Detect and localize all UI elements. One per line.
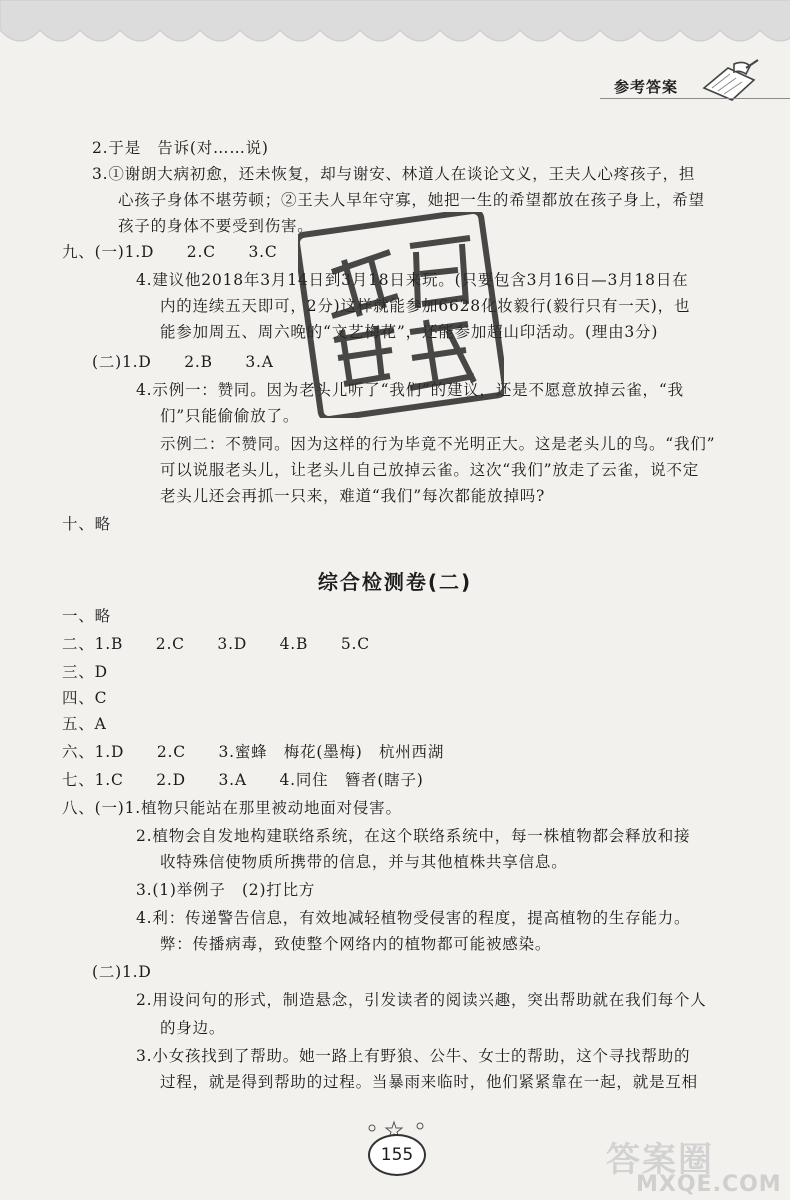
answer-line: 一、略 [62,607,111,625]
answer-line: 老头儿还会再抓一只来，难道“我们”每次都能放掉吗? [160,487,546,505]
answer-line: 收特殊信使物质所携带的信息，并与其他植株共享信息。 [160,853,568,871]
answer-line: 4.建议他2018年3月14日到3月18日来玩。(只要包含3月16日—3月18日在 [136,271,689,289]
answer-line: 们”只能偷偷放了。 [160,407,300,425]
page-number-badge [350,1120,440,1180]
answer-line: 能参加周五、周六晚的“文艺梅花”，还能参加超山印活动。(理由3分) [160,323,659,341]
header-label: 参考答案 [614,78,679,96]
answer-line: 4.示例一：赞同。因为老头儿听了“我们”的建议，还是不愿意放掉云雀，“我 [136,381,684,399]
answer-line: 示例二：不赞同。因为这样的行为毕竟不光明正大。这是老头儿的鸟。“我们” [160,435,716,453]
answer-line: 二、1.B 2.C 3.D 4.B 5.C [62,635,370,653]
answer-line: 八、(一)1.植物只能站在那里被动地面对侵害。 [62,799,402,817]
answer-line: (二)1.D 2.B 3.A [92,353,274,371]
page-number: 155 [368,1134,426,1176]
answer-line: 2.于是 告诉(对……说) [92,139,269,157]
section-title: 综合检测卷(二) [317,570,473,594]
answer-line: 三、D [62,663,108,681]
answer-line: 3.(1)举例子 (2)打比方 [136,881,316,899]
watermark-url: MXQE.COM [636,1172,782,1197]
answer-line: 可以说服老头儿，让老头儿自己放掉云雀。这次“我们”放走了云雀，说不定 [160,461,700,479]
answer-line: 六、1.D 2.C 3.蜜蜂 梅花(墨梅) 杭州西湖 [62,743,445,761]
answer-line: 七、1.C 2.D 3.A 4.同住 簪者(瞎子) [62,771,424,789]
answer-line: 内的连续五天即可，2分)这样就能参加6628化妆毅行(毅行只有一天)，也 [160,297,691,315]
answer-line: 孩子的身体不要受到伤害。 [118,217,314,235]
answer-line: 九、(一)1.D 2.C 3.C [62,243,278,261]
answer-line: 3.①谢朗大病初愈，还未恢复，却与谢安、林道人在谈论文义，王夫人心疼孩子，担 [92,165,696,183]
answer-line: 心孩子身体不堪劳顿；②王夫人早年守寡，她把一生的希望都放在孩子身上，希望 [118,191,705,209]
answer-line: 3.小女孩找到了帮助。她一路上有野狼、公牛、女士的帮助，这个寻找帮助的 [136,1047,691,1065]
answer-line: (二)1.D [92,963,152,981]
answer-line: 十、略 [62,515,111,533]
answer-line: 4.利：传递警告信息，有效地减轻植物受侵害的程度，提高植物的生存能力。 [136,909,691,927]
answer-line: 2.植物会自发地构建联络系统，在这个联络系统中，每一株植物都会释放和接 [136,827,691,845]
seal-stamp [298,212,504,418]
watermark-logo: 答案圈 [606,1140,714,1180]
answer-line: 2.用设问句的形式，制造悬念，引发读者的阅读兴趣，突出帮助就在我们每个人 [136,991,707,1009]
answer-line: 弊：传播病毒，致使整个网络内的植物都可能被感染。 [160,935,552,953]
answer-line: 五、A [62,715,107,733]
answer-line: 四、C [62,689,108,707]
answer-line: 的身边。 [160,1019,226,1037]
answer-line: 过程，就是得到帮助的过程。当暴雨来临时，他们紧紧靠在一起，就是互相 [160,1073,698,1091]
